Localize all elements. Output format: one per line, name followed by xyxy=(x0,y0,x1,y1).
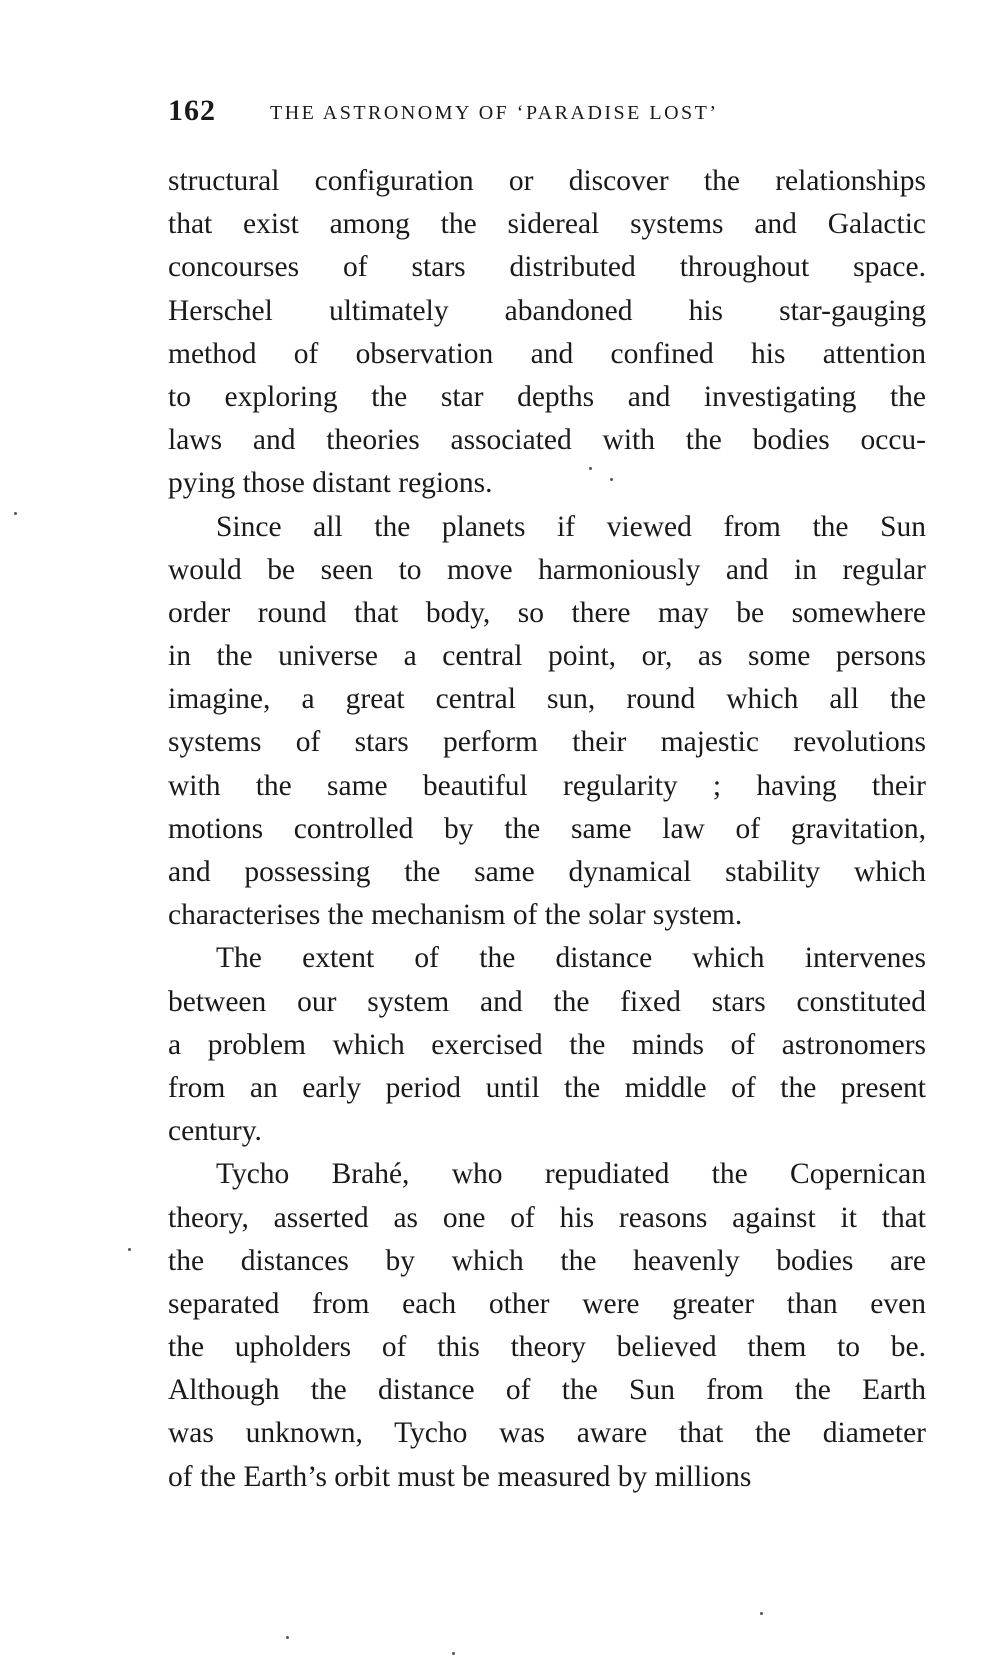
text-line: the distances by which the heavenly bodies are xyxy=(168,1244,926,1277)
text-line: motions controlled by the same law of gravitation, xyxy=(168,812,926,845)
paragraph xyxy=(168,1153,926,1499)
scan-speck xyxy=(610,478,613,481)
scan-speck xyxy=(14,512,17,515)
scan-speck xyxy=(286,1636,289,1639)
text-line: imagine, a great central sun, round which all the xyxy=(168,683,926,716)
text-line: theory, asserted as one of his reasons against it that xyxy=(168,1201,926,1234)
text-line: a problem which exercised the minds of astronomers xyxy=(168,1028,926,1061)
paragraph xyxy=(168,506,926,938)
text-line: Herschel ultimately abandoned his star-gauging xyxy=(168,294,926,327)
text-line: The extent of the distance which intervenes xyxy=(216,942,926,975)
text-line: the upholders of this theory believed them to be. xyxy=(168,1331,926,1364)
text-line: with the same beautiful regularity ; having their xyxy=(168,769,926,802)
text-line: that exist among the sidereal systems and Galactic xyxy=(168,208,926,241)
text-line: laws and theories associated with the bodies occu- xyxy=(168,424,926,457)
text-line: from an early period until the middle of the present xyxy=(168,1071,926,1104)
scan-speck xyxy=(452,1652,455,1655)
running-head: THE ASTRONOMY OF ‘PARADISE LOST’ xyxy=(270,102,719,124)
text-line: Since all the planets if viewed from the Sun xyxy=(216,510,926,543)
text-line: pying those distant regions. xyxy=(168,467,493,500)
text-line: structural configuration or discover the relationships xyxy=(168,165,926,197)
text-line: to exploring the star depths and investigating the xyxy=(168,380,926,413)
paragraph xyxy=(168,160,926,506)
text-line: between our system and the fixed stars constituted xyxy=(168,985,926,1018)
scan-speck xyxy=(128,1248,131,1251)
text-line: concourses of stars distributed throughout space. xyxy=(168,251,926,284)
text-line: method of observation and confined his attention xyxy=(168,337,926,370)
page-header xyxy=(168,94,928,134)
text-line: systems of stars perform their majestic revolutions xyxy=(168,726,926,759)
text-line: Although the distance of the Sun from the Earth xyxy=(168,1374,926,1407)
text-line: would be seen to move harmoniously and in regular xyxy=(168,553,926,586)
body-text xyxy=(168,160,926,1499)
paragraph xyxy=(168,937,926,1153)
scan-speck xyxy=(760,1612,763,1615)
text-line: of the Earth’s orbit must be measured by millions xyxy=(168,1460,752,1493)
text-line: Tycho Brahé, who repudiated the Copernican xyxy=(216,1158,926,1191)
text-line: characterises the mechanism of the solar system. xyxy=(168,899,743,932)
text-line: order round that body, so there may be somewhere xyxy=(168,596,926,629)
text-line: was unknown, Tycho was aware that the diameter xyxy=(168,1417,926,1450)
text-line: separated from each other were greater than even xyxy=(168,1287,926,1320)
text-line: and possessing the same dynamical stability which xyxy=(168,856,926,888)
page-number: 162 xyxy=(168,94,216,127)
text-line: century. xyxy=(168,1115,262,1148)
scan-speck xyxy=(589,467,592,470)
text-line: in the universe a central point, or, as some persons xyxy=(168,640,926,673)
